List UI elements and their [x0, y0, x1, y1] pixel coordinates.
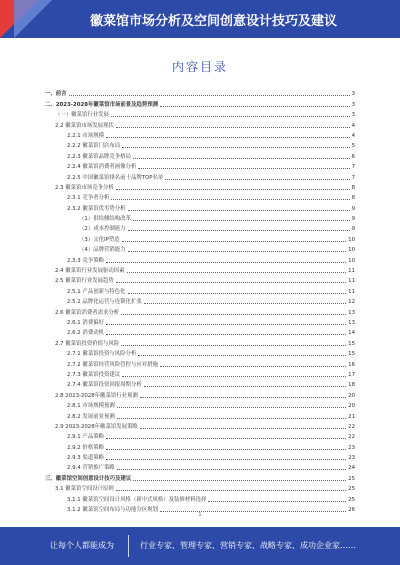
toc-entry-page: 9 [351, 216, 355, 223]
toc-entry-page: 13 [348, 319, 355, 326]
toc-entry-label: 三、徽菜馆空间创意设计技巧及建议 [45, 475, 132, 482]
toc-entry[interactable] [45, 244, 355, 254]
toc-entry-label: 一、前言 [45, 91, 67, 98]
toc-entry-page: 3 [351, 112, 355, 119]
toc-entry-label: 2.7.3 徽菜馆投资建议 [67, 371, 121, 378]
toc-leader-dots [69, 94, 350, 96]
toc-entry[interactable] [45, 202, 355, 212]
toc-entry-page: 10 [348, 257, 355, 264]
toc-entry-page: 20 [348, 392, 355, 399]
toc-entry-page: 15 [348, 340, 355, 347]
toc-entry[interactable] [45, 441, 355, 451]
toc-entry-label: 2.2.5 中国徽菜馆排名前十品牌TOP名单 [67, 174, 164, 181]
toc-entry-label: 2.3.2 徽菜馆优劣势分析 [67, 205, 126, 212]
toc-entry[interactable] [45, 358, 355, 368]
toc-leader-dots [138, 167, 349, 169]
footer-divider [128, 535, 129, 557]
toc-leader-dots [127, 271, 347, 273]
toc-entry[interactable] [45, 223, 355, 233]
toc-entry-page: 9 [351, 205, 355, 212]
toc-entry-label: 2.9.1 产品策略 [67, 434, 104, 441]
table-of-contents [45, 88, 355, 514]
page-header [0, 0, 400, 38]
toc-entry[interactable] [45, 109, 355, 119]
document-title: 徽菜馆市场分析及空间创意设计技巧及建议 [90, 14, 338, 29]
toc-entry-label: 2.9.2 价格策略 [67, 444, 104, 451]
toc-entry-label: 2.7.1 徽菜馆投资与风险分析 [67, 351, 137, 358]
toc-entry-label: 2.5.2 品牌化运营与连锁化扩张 [67, 299, 142, 306]
toc-entry-label: 2.8 2023-2028年徽菜馆行业预测 [55, 392, 138, 399]
toc-leader-dots [122, 240, 347, 242]
page-number: 1 [198, 512, 202, 518]
toc-entry-page: 25 [348, 486, 355, 493]
toc-leader-dots [133, 157, 350, 159]
page-footer [0, 527, 400, 565]
toc-entry[interactable] [45, 296, 355, 306]
toc-entry-page: 12 [348, 299, 355, 306]
toc-leader-dots [144, 385, 346, 387]
toc-entry-label: 3.1.1 徽菜馆空间设计风格（新中式风格）及装修材料选择 [67, 496, 207, 503]
toc-leader-dots [106, 333, 346, 335]
footer-slogan: 让每个人都能成为 [50, 541, 114, 550]
toc-entry-label: 2.2.2 徽菜馆门店布局 [67, 143, 121, 150]
toc-entry-page: 5 [351, 143, 355, 150]
toc-entry-page: 11 [348, 268, 355, 275]
toc-entry[interactable] [45, 182, 355, 192]
toc-entry-label: 2.8.1 市场规模预测 [67, 403, 115, 410]
toc-entry-page: 18 [348, 382, 355, 389]
toc-leader-dots [116, 489, 346, 491]
toc-entry[interactable] [45, 233, 355, 243]
toc-entry-page: 22 [348, 423, 355, 430]
toc-entry[interactable] [45, 327, 355, 337]
toc-entry[interactable] [45, 285, 355, 295]
toc-entry-page: 25 [348, 496, 355, 503]
toc-entry-label: 2.9.3 渠道策略 [67, 455, 104, 462]
toc-entry[interactable] [45, 337, 355, 347]
toc-entry[interactable] [45, 98, 355, 108]
toc-leader-dots [122, 146, 349, 148]
toc-entry[interactable] [45, 306, 355, 316]
toc-entry-page: 16 [348, 361, 355, 368]
toc-entry-page: 22 [348, 434, 355, 441]
toc-entry-page: 10 [348, 236, 355, 243]
toc-leader-dots [128, 209, 350, 211]
toc-entry[interactable] [45, 493, 355, 503]
toc-entry-label: 2.2 徽菜馆市场发展现状 [55, 122, 114, 129]
toc-leader-dots [133, 479, 346, 481]
toc-entry-label: 2.5.1 产品创新与特色化 [67, 288, 126, 295]
toc-entry[interactable] [45, 379, 355, 389]
toc-entry-page: 8 [351, 195, 355, 202]
toc-leader-dots [117, 417, 346, 419]
toc-entry-label: 2.7.4 徽菜馆投资回报周期分析 [67, 382, 142, 389]
toc-leader-dots [144, 302, 346, 304]
toc-leader-dots [106, 136, 350, 138]
toc-leader-dots [208, 500, 346, 502]
toc-leader-dots [128, 292, 347, 294]
toc-heading: 内容目录 [171, 60, 228, 74]
toc-entry[interactable] [45, 275, 355, 285]
toc-entry[interactable] [45, 265, 355, 275]
toc-entry-label: （4）品牌营销能力 [79, 247, 126, 254]
toc-entry-page: 6 [351, 153, 355, 160]
toc-entry[interactable] [45, 472, 355, 482]
toc-entry-label: 2.5 徽菜馆行业发展趋势 [55, 278, 114, 285]
toc-leader-dots [106, 437, 346, 439]
toc-leader-dots [140, 396, 346, 398]
toc-entry-label: （1）供给侧结构改革 [79, 216, 131, 223]
toc-leader-dots [117, 406, 346, 408]
toc-entry[interactable] [45, 452, 355, 462]
toc-leader-dots [133, 219, 350, 221]
toc-entry-label: 2.4 徽菜馆行业发展驱动因素 [55, 268, 125, 275]
toc-entry-label: 二、2023-2028年徽菜馆市场前景及趋势预测 [45, 101, 159, 108]
toc-entry-label: 2.2.1 市场规模 [67, 132, 104, 139]
toc-entry-page: 13 [348, 309, 355, 316]
toc-entry-label: 2.3.1 竞争者分析 [67, 195, 110, 202]
toc-entry[interactable] [45, 254, 355, 264]
toc-leader-dots [165, 178, 349, 180]
toc-entry-label: （一）徽菜馆行业发展 [55, 112, 109, 119]
toc-entry-page: 8 [351, 184, 355, 191]
toc-entry-label: 2.6.1 消费偏好 [67, 319, 104, 326]
toc-entry-label: 2.2.3 徽菜馆品牌竞争格局 [67, 153, 131, 160]
toc-entry-label: 2.2.4 徽菜馆消费者画像分析 [67, 164, 137, 171]
toc-entry-page: 11 [348, 288, 355, 295]
toc-leader-dots [116, 188, 350, 190]
toc-entry[interactable] [45, 171, 355, 181]
toc-entry[interactable] [45, 130, 355, 140]
toc-leader-dots [106, 458, 346, 460]
toc-entry[interactable] [45, 161, 355, 171]
toc-entry-page: 20 [348, 403, 355, 410]
toc-entry-label: 2.9.4 营销推广策略 [67, 465, 115, 472]
toc-entry-label: （2）成本控制能力 [79, 226, 126, 233]
footer-tagline: 行业专家、管理专家、营销专家、战略专家、成功企业家…… [140, 541, 356, 550]
toc-entry[interactable] [45, 421, 355, 431]
toc-leader-dots [128, 229, 350, 231]
toc-entry[interactable] [45, 150, 355, 160]
toc-leader-dots [116, 126, 350, 128]
toc-entry-label: 3.1.2 徽菜馆空间布局与功能分区规划 [67, 507, 158, 514]
toc-entry-page: 25 [348, 475, 355, 482]
toc-entry[interactable] [45, 317, 355, 327]
toc-entry-page: 3 [351, 101, 355, 108]
toc-leader-dots [138, 354, 346, 356]
toc-entry[interactable] [45, 140, 355, 150]
toc-entry[interactable] [45, 192, 355, 202]
toc-entry[interactable] [45, 88, 355, 98]
toc-leader-dots [117, 468, 346, 470]
toc-leader-dots [140, 427, 346, 429]
toc-entry-page: 17 [348, 371, 355, 378]
toc-entry[interactable] [45, 410, 355, 420]
toc-entry[interactable] [45, 369, 355, 379]
toc-entry-page: 7 [351, 164, 355, 171]
toc-entry-page: 21 [348, 413, 355, 420]
toc-entry-page: 26 [348, 507, 355, 514]
toc-entry-label: 2.9 2023-2028年徽菜馆发展策略 [55, 423, 138, 430]
toc-entry-page: 11 [348, 278, 355, 285]
toc-entry[interactable] [45, 400, 355, 410]
toc-entry-page: 14 [348, 330, 355, 337]
toc-entry-label: 2.6.2 消费动机 [67, 330, 104, 337]
toc-entry[interactable] [45, 119, 355, 129]
toc-leader-dots [106, 261, 346, 263]
toc-entry[interactable] [45, 483, 355, 493]
header-light-corner [14, 0, 52, 38]
toc-entry[interactable] [45, 389, 355, 399]
toc-entry-label: （3）文化IP塑造 [79, 236, 120, 243]
toc-leader-dots [160, 365, 346, 367]
toc-entry[interactable] [45, 431, 355, 441]
toc-entry[interactable] [45, 462, 355, 472]
toc-entry-page: 4 [351, 132, 355, 139]
toc-entry-page: 3 [351, 91, 355, 98]
toc-entry-label: 2.3.3 竞争策略 [67, 257, 104, 264]
toc-leader-dots [122, 375, 346, 377]
toc-entry[interactable] [45, 348, 355, 358]
toc-leader-dots [106, 448, 346, 450]
toc-entry-page: 7 [351, 174, 355, 181]
toc-entry-label: 2.7 徽菜馆投资价值与风险 [55, 340, 120, 347]
toc-entry-label: 3.1 徽菜馆空间设计原则 [55, 486, 114, 493]
toc-entry-label: 2.8.2 发展前景预测 [67, 413, 115, 420]
toc-entry[interactable] [45, 213, 355, 223]
toc-entry-label: 2.7.2 徽菜馆经营风险管控与应对措施 [67, 361, 158, 368]
toc-leader-dots [121, 344, 346, 346]
toc-leader-dots [111, 115, 350, 117]
toc-entry-page: 10 [348, 247, 355, 254]
toc-entry-page: 23 [348, 455, 355, 462]
toc-entry-label: 2.6 徽菜馆消费者需求分析 [55, 309, 120, 316]
toc-leader-dots [116, 281, 346, 283]
toc-leader-dots [106, 323, 346, 325]
toc-leader-dots [111, 198, 349, 200]
toc-leader-dots [160, 105, 349, 107]
toc-entry-page: 9 [351, 226, 355, 233]
toc-leader-dots [128, 250, 347, 252]
toc-leader-dots [121, 313, 346, 315]
toc-entry-page: 24 [348, 465, 355, 472]
toc-entry-page: 4 [351, 122, 355, 129]
toc-entry-page: 15 [348, 351, 355, 358]
toc-entry-page: 23 [348, 444, 355, 451]
toc-entry-label: 2.3 徽菜馆市场竞争分析 [55, 184, 114, 191]
